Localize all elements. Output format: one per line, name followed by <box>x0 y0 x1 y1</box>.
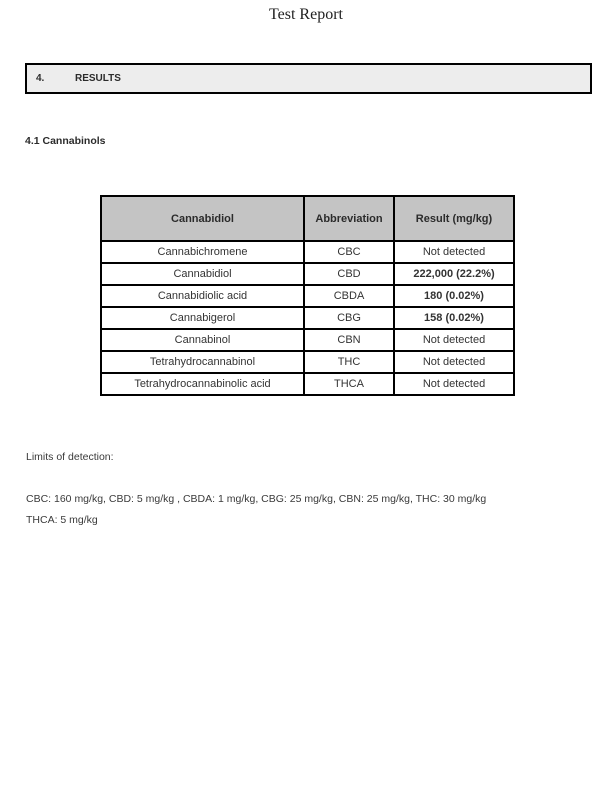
analyte-abbreviation: CBG <box>304 307 394 329</box>
column-header-cannabidiol: Cannabidiol <box>101 196 304 241</box>
analyte-name: Cannabidiol <box>101 263 304 285</box>
analyte-name: Tetrahydrocannabinolic acid <box>101 373 304 395</box>
analyte-abbreviation: CBD <box>304 263 394 285</box>
section-title: RESULTS <box>75 73 121 84</box>
analyte-result: Not detected <box>394 351 514 373</box>
column-header-abbreviation: Abbreviation <box>304 196 394 241</box>
analyte-name: Cannabidiolic acid <box>101 285 304 307</box>
limits-of-detection-label: Limits of detection: <box>26 451 114 463</box>
table-row <box>101 329 514 351</box>
analyte-result: Not detected <box>394 241 514 263</box>
limits-of-detection-values <box>26 489 486 531</box>
cannabinols-table <box>100 195 515 396</box>
analyte-abbreviation: CBC <box>304 241 394 263</box>
column-header-result: Result (mg/kg) <box>394 196 514 241</box>
table-row <box>101 307 514 329</box>
section-number: 4. <box>36 73 45 84</box>
analyte-abbreviation: CBN <box>304 329 394 351</box>
analyte-name: Tetrahydrocannabinol <box>101 351 304 373</box>
analyte-abbreviation: CBDA <box>304 285 394 307</box>
table-header-row <box>101 196 514 241</box>
analyte-result: 158 (0.02%) <box>394 307 514 329</box>
table-row <box>101 351 514 373</box>
analyte-result: 222,000 (22.2%) <box>394 263 514 285</box>
analyte-abbreviation: THCA <box>304 373 394 395</box>
analyte-name: Cannabichromene <box>101 241 304 263</box>
table-row <box>101 241 514 263</box>
table-row <box>101 373 514 395</box>
table-row <box>101 263 514 285</box>
table-row <box>101 285 514 307</box>
analyte-result: Not detected <box>394 373 514 395</box>
analyte-result: 180 (0.02%) <box>394 285 514 307</box>
subsection-title: 4.1 Cannabinols <box>25 135 106 147</box>
limits-line-2: THCA: 5 mg/kg <box>26 514 98 526</box>
analyte-name: Cannabinol <box>101 329 304 351</box>
section-header-results <box>25 63 592 94</box>
analyte-result: Not detected <box>394 329 514 351</box>
page-title: Test Report <box>269 6 343 23</box>
limits-line-1: CBC: 160 mg/kg, CBD: 5 mg/kg , CBDA: 1 mg/kg, CBG: 25 mg/kg, CBN: 25 mg/kg, THC: 30 mg/kg <box>26 493 487 505</box>
analyte-abbreviation: THC <box>304 351 394 373</box>
analyte-name: Cannabigerol <box>101 307 304 329</box>
